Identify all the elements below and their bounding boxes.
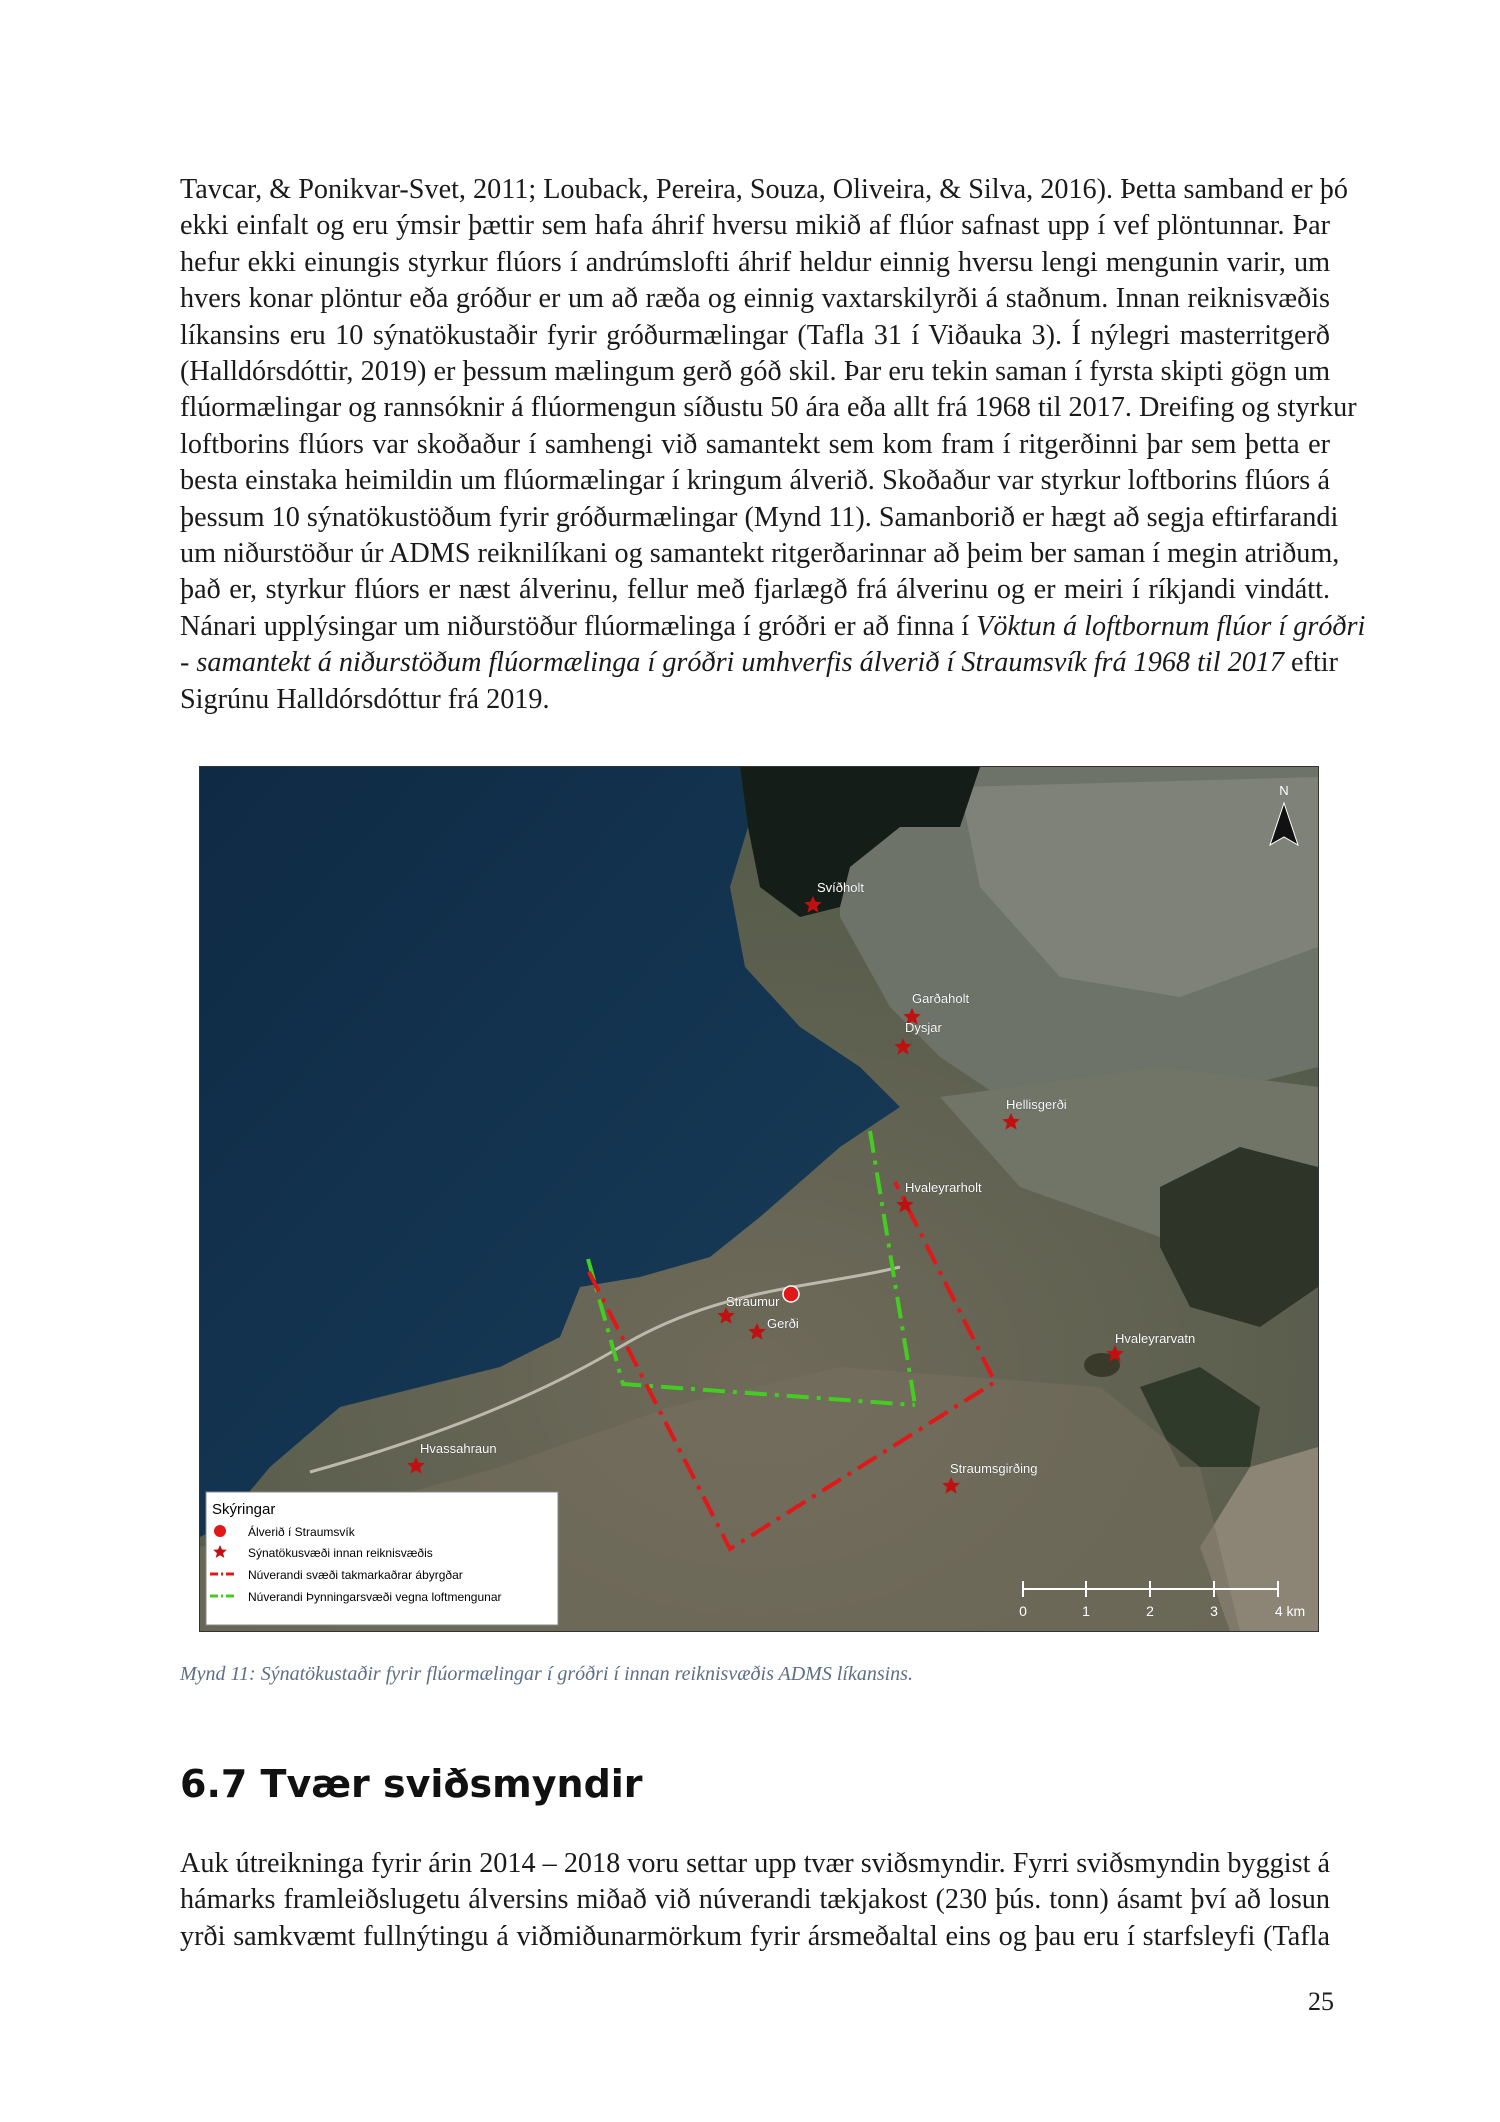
north-label: N [1279,783,1289,798]
text-line: Auk útreikninga fyrir árin 2014 – 2018 voru settar upp tvær sviðsmyndir. Fyrri sviðsmyndin byggist á [180,1848,1330,1879]
map-figure [199,766,1319,1632]
text-line: hvers konar plöntur eða gróður er um að ræða og einnig vaxtarskilyrði á staðnum. Innan reiknisvæðis [180,283,1330,315]
legend-item-label: Núverandi svæði takmarkaðrar ábyrgðar [248,1568,463,1582]
smelter-marker [783,1286,799,1302]
text-line: ekki einfalt og eru ýmsir þættir sem hafa áhrif hversu mikið af flúor safnast upp í vef plöntunnar. Þar [180,210,1330,242]
page-number: 25 [1308,1987,1334,2016]
text-line: loftborins flúors var skoðaður í samhengi við samantekt sem kom fram í ritgerðinni þar sem þetta er [180,428,1330,460]
label-straumur: Straumur [726,1294,780,1309]
text-line: þessum 10 sýnatökustöðum fyrir gróðurmælingar (Mynd 11). Samanborið er hægt að segja eftirfarandi [180,501,1339,533]
legend-title: Skýringar [212,1501,276,1518]
text-line: hefur ekki einungis styrkur flúors í andrúmslofti áhrif heldur einnig hversu lengi mengunin varir, um [180,246,1330,278]
scale-tick-label: 3 [1210,1603,1218,1619]
legend-smelter-symbol [214,1525,226,1537]
legend-item-label: Álverið í Straumsvík [248,1525,355,1539]
label-svidholt: Svíðholt [817,880,864,895]
text-line: hámarks framleiðslugetu álversins miðað við núverandi tækjakost (230 þús. tonn) ásamt því að losun [180,1884,1330,1916]
satellite-map [200,767,1318,1631]
scale-tick-label: 0 [1019,1603,1027,1619]
figure-caption: Mynd 11: Sýnatökustaðir fyrir flúormælingar í gróðri í innan reiknisvæðis ADMS líkansins. [180,1663,913,1685]
text-line: (Halldórsdóttir, 2019) er þessum mælingum gerð góð skil. Þar eru tekin saman í fyrsta skipti gögn um [180,356,1330,388]
text-line: það er, styrkur flúors er næst álverinu, fellur með fjarlægð frá álverinu og er meiri í ríkjandi vindátt. [180,574,1330,606]
label-hvaleyrarvatn: Hvaleyrarvatn [1115,1331,1196,1346]
section-heading: 6.7 Tvær sviðsmyndir [180,1762,643,1806]
scale-tick-label: 4 km [1274,1603,1306,1619]
text-line: yrði samkvæmt fullnýtingu á viðmiðunarmörkum fyrir ársmeðaltal eins og þau eru í starfsleyfi (Tafla [180,1920,1330,1952]
label-straumsgirding: Straumsgirðing [950,1461,1038,1476]
text-line: besta einstaka heimildin um flúormælingar í kringum álverið. Skoðaður var styrkur loftborins flúors á [180,465,1330,497]
legend-item-label: Sýnatökusvæði innan reiknisvæðis [248,1546,433,1560]
body-paragraph-1 [180,172,1366,718]
text-line: Tavcar, & Ponikvar-Svet, 2011; Louback, Pereira, Souza, Oliveira, & Silva, 2016). Þetta samband er þó [180,174,1348,205]
map-legend [206,1492,558,1625]
label-hvaleyrarholt: Hvaleyrarholt [905,1180,982,1195]
text-line: um niðurstöður úr ADMS reiknilíkani og samantekt ritgerðarinnar að þeim ber saman í megin atriðum, [180,538,1340,570]
body-paragraph-2 [180,1846,1330,1955]
text-line: - samantekt á niðurstöðum flúormælinga í gróðri umhverfis álverið í Straumsvík frá 1968 til 2017 eftir [180,647,1338,679]
text-line: Sigrúnu Halldórsdóttur frá 2019. [180,683,550,715]
text-line: Nánari upplýsingar um niðurstöður flúormælinga í gróðri er að finna í Vöktun á loftbornum flúor í gróðri [180,610,1366,642]
report-title-italic: - samantekt á niðurstöðum flúormælinga í gróðri umhverfis álverið í Straumsvík frá 1968 til 2017 [180,647,1284,679]
scale-tick-label: 1 [1082,1603,1090,1619]
label-hvassahraun: Hvassahraun [420,1441,497,1456]
text-line: líkansins eru 10 sýnatökustaðir fyrir gróðurmælingar (Tafla 31 í Viðauka 3). Í nýlegri masterritgerð [180,319,1330,351]
report-title-italic: Vöktun á loftbornum flúor í gróðri [976,610,1366,642]
label-gardaholt: Garðaholt [912,991,970,1006]
label-hellisgerdi: Hellisgerði [1006,1097,1067,1112]
label-dysjar: Dysjar [905,1020,942,1035]
label-gerdi: Gerði [767,1316,799,1331]
text-line: flúormælingar og rannsóknir á flúormengun síðustu 50 ára eða allt frá 1968 til 2017. Dreifing og styrkur [180,392,1357,424]
legend-item-label: Núverandi Þynningarsvæði vegna loftmengunar [248,1590,502,1604]
scale-tick-label: 2 [1146,1603,1154,1619]
